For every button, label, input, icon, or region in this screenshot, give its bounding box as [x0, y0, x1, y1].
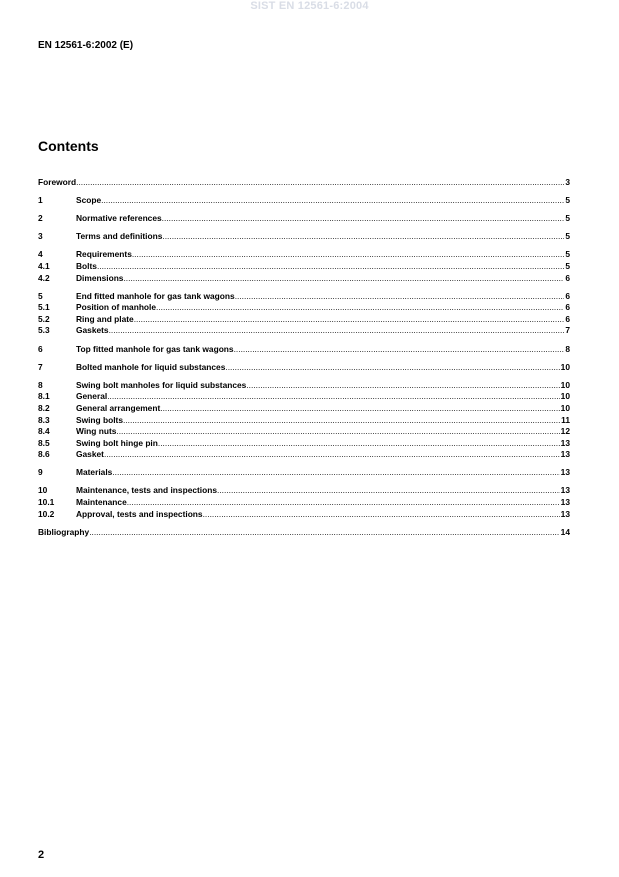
toc-entry-page: 8	[565, 343, 570, 354]
page-number: 2	[38, 849, 45, 861]
toc-entry-title: Wing nuts	[76, 426, 117, 437]
toc-entry-page: 14	[560, 526, 570, 537]
toc-entry-page: 10	[560, 391, 570, 402]
toc-dot-leader	[234, 344, 565, 356]
toc-entry[interactable]	[38, 391, 570, 403]
toc-entry-page: 6	[565, 313, 570, 324]
toc-entry-page: 6	[565, 290, 570, 301]
toc-entry-title: Bibliography	[38, 526, 90, 537]
toc-dot-leader	[225, 362, 559, 374]
toc-entry-title: Maintenance	[76, 497, 127, 508]
document-id: EN 12561-6:2002 (E)	[38, 40, 134, 51]
toc-entry-title: Requirements	[76, 249, 132, 260]
toc-entry-number: 2	[38, 213, 43, 224]
toc-dot-leader	[162, 213, 565, 225]
toc-entry-title: Scope	[76, 195, 102, 206]
toc-entry-number: 4.2	[38, 272, 50, 283]
toc-entry-title: Swing bolt manholes for liquid substances	[76, 379, 247, 390]
toc-entry-number: 8	[38, 379, 43, 390]
toc-entry-number: 10	[38, 485, 48, 496]
toc-entry-number: 10.2	[38, 508, 55, 519]
toc-dot-leader	[116, 426, 559, 438]
toc-dot-leader	[162, 231, 564, 243]
toc-entry[interactable]	[38, 527, 570, 539]
toc-entry-number: 4.1	[38, 260, 50, 271]
toc-dot-leader	[123, 273, 564, 285]
toc-entry[interactable]	[38, 438, 570, 450]
toc-entry-title: Approval, tests and inspections	[76, 508, 203, 519]
toc-dot-leader	[158, 438, 560, 450]
toc-dot-leader	[97, 261, 564, 273]
toc-entry[interactable]	[38, 249, 570, 261]
toc-entry-title: Top fitted manhole for gas tank wagons	[76, 343, 234, 354]
toc-entry-number: 4	[38, 249, 43, 260]
toc-entry-number: 3	[38, 231, 43, 242]
toc-entry-number: 9	[38, 467, 43, 478]
toc-entry-title: Swing bolts	[76, 414, 123, 425]
toc-entry-number: 10.1	[38, 497, 55, 508]
toc-entry-title: Gaskets	[76, 325, 109, 336]
toc-entry[interactable]	[38, 426, 570, 438]
toc-entry-page: 11	[561, 414, 570, 425]
toc-entry-number: 8.5	[38, 437, 50, 448]
toc-entry[interactable]	[38, 273, 570, 285]
toc-dot-leader	[104, 449, 560, 461]
contents-heading: Contents	[38, 138, 99, 154]
toc-entry-number: 8.6	[38, 449, 50, 460]
toc-dot-leader	[246, 380, 559, 392]
toc-entry-title: Gasket	[76, 449, 104, 460]
toc-dot-leader	[123, 415, 560, 427]
toc-entry-page: 13	[560, 508, 570, 519]
toc-entry-title: Normative references	[76, 213, 162, 224]
toc-dot-leader	[112, 467, 559, 479]
toc-entry-number: 8.3	[38, 414, 50, 425]
toc-dot-leader	[76, 177, 564, 189]
toc-entry[interactable]	[38, 380, 570, 392]
toc-entry-page: 5	[565, 231, 570, 242]
toc-entry-number: 8.4	[38, 426, 50, 437]
toc-dot-leader	[132, 249, 564, 261]
toc-entry-page: 3	[565, 177, 570, 187]
toc-entry[interactable]	[38, 325, 570, 337]
toc-entry-title: General arrangement	[76, 402, 161, 413]
toc-dot-leader	[156, 302, 564, 314]
toc-entry[interactable]	[38, 261, 570, 273]
toc-entry-number: 5	[38, 290, 43, 301]
toc-entry[interactable]	[38, 302, 570, 314]
toc-entry-page: 13	[560, 485, 570, 496]
toc-entry[interactable]	[38, 449, 570, 461]
toc-entry-page: 12	[560, 426, 570, 437]
toc-entry-title: Bolted manhole for liquid substances	[76, 361, 226, 372]
toc-dot-leader	[107, 391, 559, 403]
toc-entry-page: 13	[560, 497, 570, 508]
toc-dot-leader	[203, 509, 560, 521]
toc-dot-leader	[109, 325, 565, 337]
toc-entry[interactable]	[38, 509, 570, 521]
toc-entry-page: 10	[560, 402, 570, 413]
toc-entry-page: 6	[565, 272, 570, 283]
toc-entry-title: Maintenance, tests and inspections	[76, 485, 218, 496]
toc-dot-leader	[160, 403, 559, 415]
toc-dot-leader	[89, 527, 559, 539]
toc-entry-page: 13	[560, 437, 570, 448]
toc-entry[interactable]	[38, 314, 570, 326]
toc-entry-page: 10	[560, 379, 570, 390]
toc-entry[interactable]	[38, 362, 570, 374]
toc-entry[interactable]	[38, 497, 570, 509]
toc-entry-page: 10	[560, 361, 570, 372]
toc-entry-page: 13	[560, 449, 570, 460]
toc-entry-number: 5.2	[38, 313, 50, 324]
toc-dot-leader	[127, 497, 560, 509]
toc-entry-title: Dimensions	[76, 272, 124, 283]
toc-entry[interactable]	[38, 344, 570, 356]
toc-entry[interactable]	[38, 291, 570, 303]
toc-entry-title: General	[76, 391, 108, 402]
toc-entry[interactable]	[38, 231, 570, 243]
toc-entry-title: Foreword	[38, 177, 77, 187]
toc-entry-number: 8.2	[38, 402, 50, 413]
toc-entry[interactable]	[38, 467, 570, 479]
toc-entry-page: 5	[565, 249, 570, 260]
toc-entry-number: 5.1	[38, 302, 50, 313]
toc-entry[interactable]	[38, 195, 570, 207]
toc-dot-leader	[101, 195, 564, 207]
toc-entry[interactable]	[38, 403, 570, 415]
toc-entry-page: 5	[565, 213, 570, 224]
toc-entry[interactable]	[38, 485, 570, 497]
toc-dot-leader	[235, 291, 565, 303]
toc-entry[interactable]	[38, 177, 570, 189]
toc-entry-page: 5	[565, 195, 570, 206]
toc-entry-title: End fitted manhole for gas tank wagons	[76, 290, 235, 301]
toc-dot-leader	[134, 314, 565, 326]
toc-entry-number: 8.1	[38, 391, 50, 402]
toc-entry-title: Ring and plate	[76, 313, 134, 324]
toc-entry-title: Swing bolt hinge pin	[76, 437, 158, 448]
toc-entry-number: 6	[38, 343, 43, 354]
toc-entry-page: 13	[560, 467, 570, 478]
toc-dot-leader	[217, 485, 560, 497]
toc-entry-number: 7	[38, 361, 43, 372]
toc-entry-page: 5	[565, 260, 570, 271]
toc-entry[interactable]	[38, 415, 570, 427]
toc-entry-title: Materials	[76, 467, 113, 478]
toc-entry[interactable]	[38, 213, 570, 225]
toc-entry-title: Bolts	[76, 260, 97, 271]
toc-entry-title: Terms and definitions	[76, 231, 163, 242]
toc-entry-page: 6	[565, 302, 570, 313]
toc-entry-title: Position of manhole	[76, 302, 157, 313]
toc-entry-number: 5.3	[38, 325, 50, 336]
toc-entry-page: 7	[565, 325, 570, 336]
toc-entry-number: 1	[38, 195, 43, 206]
watermark: SIST EN 12561-6:2004	[250, 0, 369, 12]
table-of-contents	[38, 177, 570, 538]
